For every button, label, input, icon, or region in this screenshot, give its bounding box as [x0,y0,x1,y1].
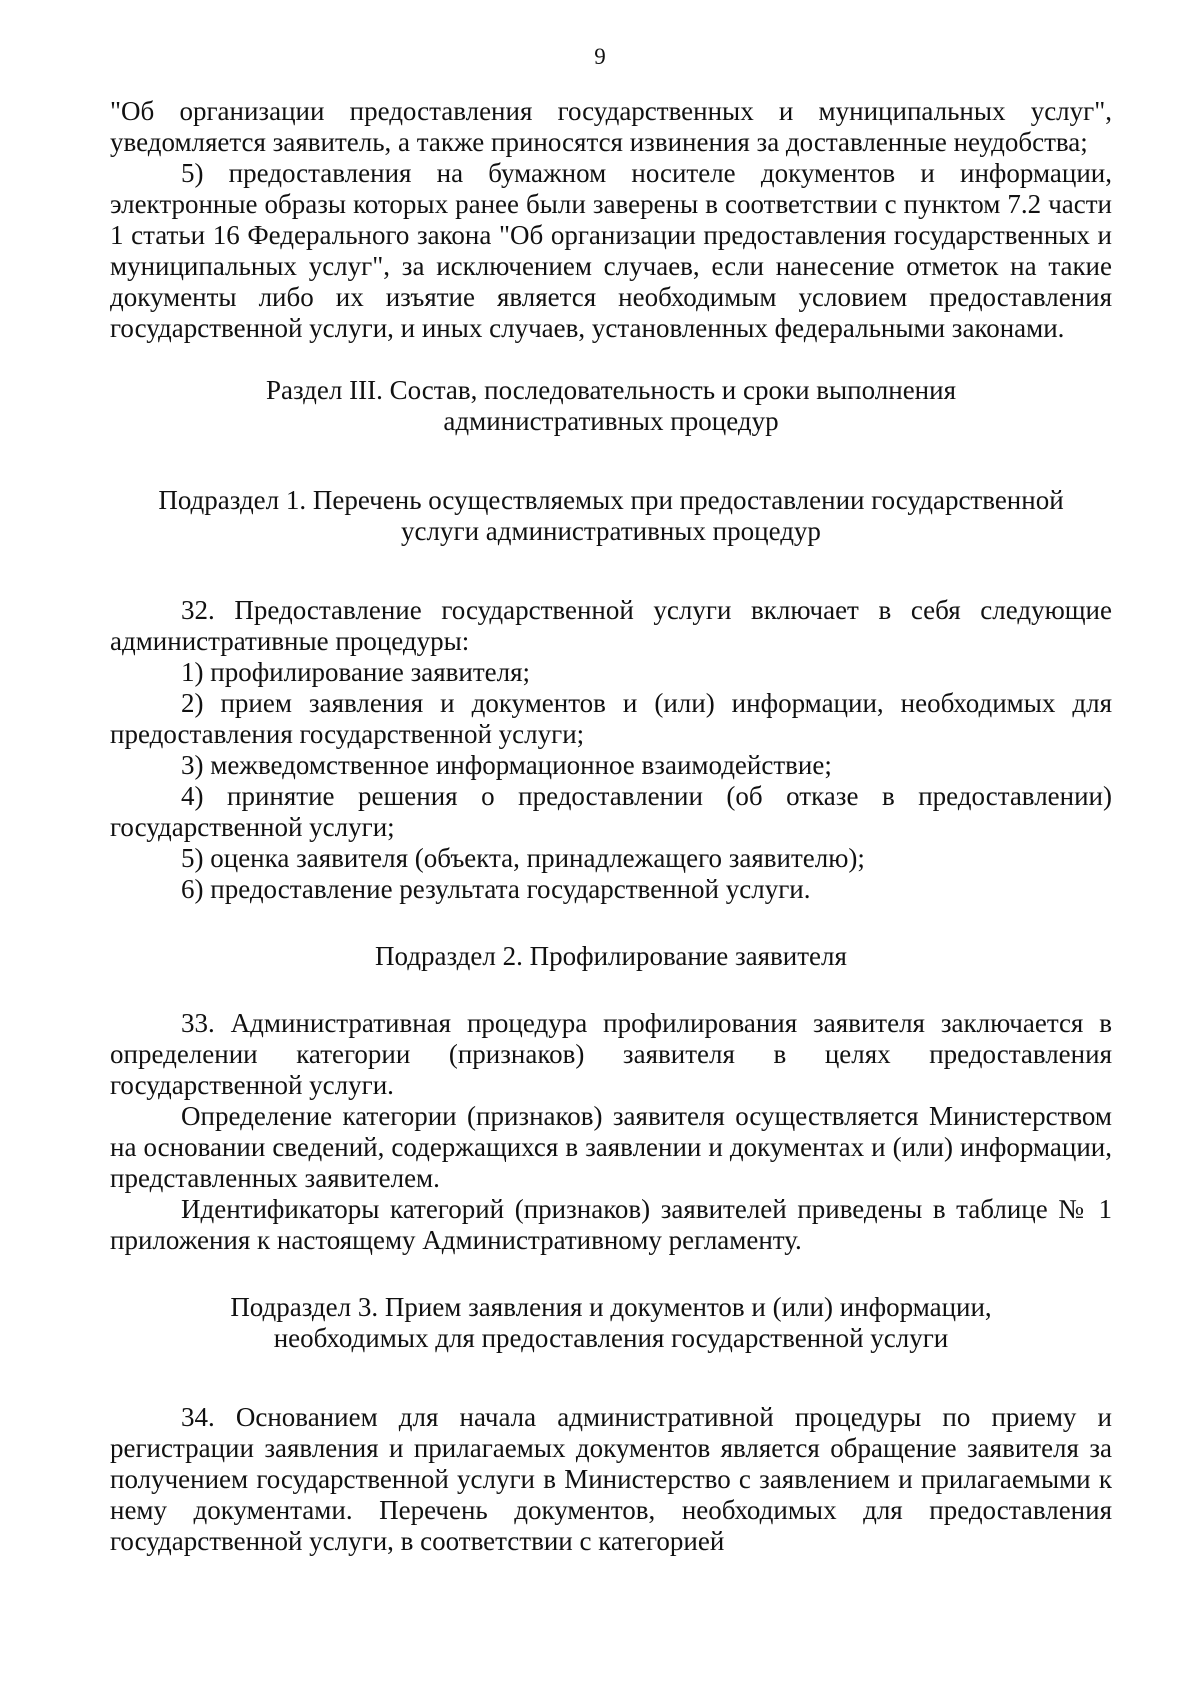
subsection-1-heading: Подраздел 1. Перечень осуществляемых при предоставлении государственной услуги административных процедур [158,485,1064,546]
paragraph-34: 34. Основанием для начала административной процедуры по приему и регистрации заявления и прилагаемых документов является обращение заявителя за получением государственной услуги в Министерство с заявлением и прилагаемыми к нему документами. Перечень документов, необходимых для предоставления государственной услуги, в соответствии с категорией [110,1402,1112,1556]
list-item-32-1: 1) профилирование заявителя; [181,657,531,687]
paragraph-item-5: 5) предоставления на бумажном носителе документов и информации, электронные образы которых ранее были заверены в соответствии с пунктом 7.2 части 1 статьи 16 Федерального закона "Об организации предоставления государственных и муниципальных услуг", за исключением случаев, если нанесение отметок на такие документы либо их изъятие является необходимым условием предоставления государственной услуги, и иных случаев, установленных федеральными законами. [110,158,1112,343]
section-3-heading: Раздел III. Состав, последовательность и сроки выполнения административных процедур [266,375,956,436]
list-item-32-3: 3) межведомственное информационное взаимодействие; [181,750,832,780]
list-item-32-6: 6) предоставление результата государственной услуги. [181,874,811,904]
list-item-32-2: 2) прием заявления и документов и (или) информации, необходимых для предоставления государственной услуги; [110,688,1112,749]
document-body [110,96,1112,1557]
list-item-32-5: 5) оценка заявителя (объекта, принадлежащего заявителю); [181,843,865,873]
subsection-2-heading: Подраздел 2. Профилирование заявителя [375,941,847,971]
paragraph-intro: "Об организации предоставления государственных и муниципальных услуг", уведомляется заявитель, а также приносятся извинения за доставленные неудобства; [110,96,1112,157]
paragraph-33-identifiers: Идентификаторы категорий (признаков) заявителей приведены в таблице № 1 приложения к настоящему Административному регламенту. [110,1194,1112,1255]
paragraph-33-definition: Определение категории (признаков) заявителя осуществляется Министерством на основании сведений, содержащихся в заявлении и документах и (или) информации, представленных заявителем. [110,1101,1112,1193]
list-item-32-4: 4) принятие решения о предоставлении (об отказе в предоставлении) государственной услуги; [110,781,1112,842]
subsection-3-heading: Подраздел 3. Прием заявления и документов и (или) информации, необходимых для предоставления государственной услуги [230,1292,992,1353]
page-number: 9 [594,44,606,69]
paragraph-32: 32. Предоставление государственной услуги включает в себя следующие административные процедуры: [110,595,1112,656]
paragraph-33: 33. Административная процедура профилирования заявителя заключается в определении категории (признаков) заявителя в целях предоставления государственной услуги. [110,1008,1112,1100]
